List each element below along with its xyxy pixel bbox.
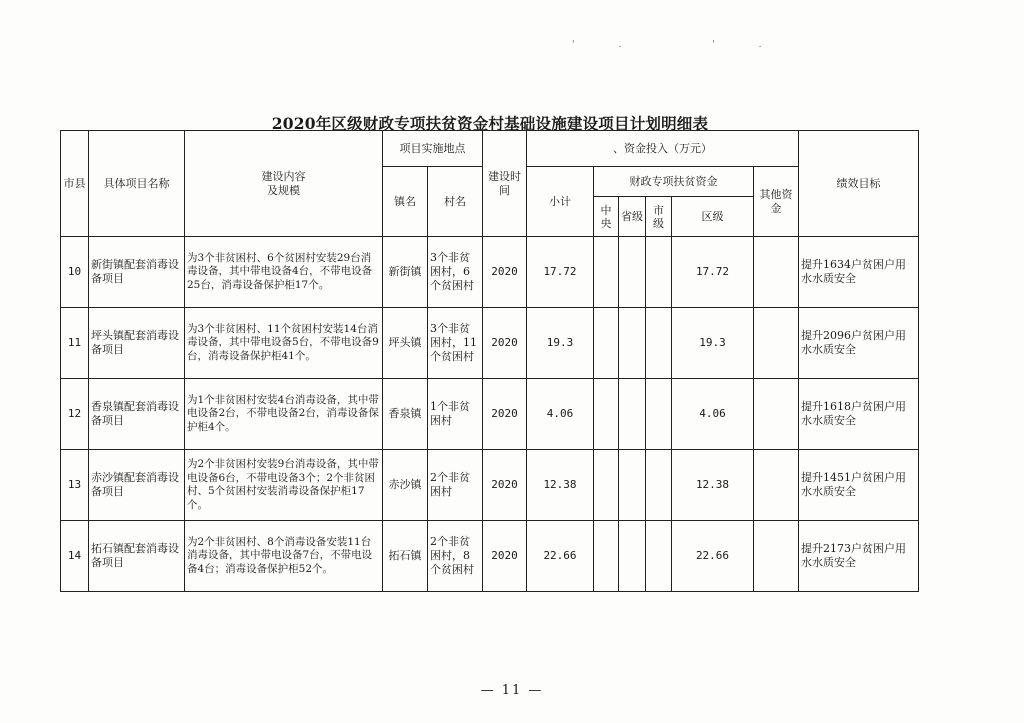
row-year: 2020 [483,379,527,450]
row-municipal [646,521,672,592]
header-district: 区级 [672,197,754,237]
row-central [594,237,619,308]
row-town: 新街镇 [383,237,428,308]
row-provincial [619,379,646,450]
header-funding-group: 、资金投入（万元） [527,131,799,167]
row-district: 19.3 [672,308,754,379]
table-title: 2020年区级财政专项扶贫资金村基础设施建设项目计划明细表 [271,114,709,133]
row-central [594,521,619,592]
row-subtotal: 17.72 [527,237,594,308]
header-project-name: 具体项目名称 [89,131,185,237]
row-town: 坪头镇 [383,308,428,379]
row-number: 13 [61,450,89,521]
row-provincial [619,450,646,521]
header-row-1 [61,131,919,167]
row-district: 17.72 [672,237,754,308]
header-subtotal: 小计 [527,167,594,237]
row-town: 香泉镇 [383,379,428,450]
row-subtotal: 12.38 [527,450,594,521]
row-content: 为2个非贫困村安装9台消毒设备，其中带电设备6台，不带电设备3个；2个非贫困村、5个贫困村安装消毒设备保护柜17个。 [185,450,383,521]
row-district: 12.38 [672,450,754,521]
row-district: 22.66 [672,521,754,592]
row-number: 10 [61,237,89,308]
table-row [61,450,919,521]
row-goal: 提升1618户贫困户用水水质安全 [799,379,919,450]
row-other [754,450,799,521]
page-number: — 11 — [480,683,544,698]
row-content: 为2个非贫困村、8个消毒设备安装11台消毒设备，其中带电设备7台，不带电设备4台；消毒设备保护柜52个。 [185,521,383,592]
header-content-line1: 建设内容 [261,169,306,183]
header-central: 中央 [594,197,619,237]
header-municipal: 市级 [646,197,672,237]
row-project-name: 拓石镇配套消毒设备项目 [89,521,185,592]
row-content: 为3个非贫困村、6个贫困村安装29台消毒设备，其中带电设备4台，不带电设备25台，消毒设备保护柜17个。 [185,237,383,308]
row-district: 4.06 [672,379,754,450]
row-year: 2020 [483,521,527,592]
row-provincial [619,237,646,308]
row-goal: 提升1451户贫困户用水水质安全 [799,450,919,521]
scan-specks: '. '. [572,40,806,50]
row-goal: 提升2173户贫困户用水水质安全 [799,521,919,592]
row-subtotal: 4.06 [527,379,594,450]
header-county: 市县 [61,131,89,237]
header-village: 村名 [428,167,483,237]
table-row [61,379,919,450]
header-content-line2: 及规模 [267,183,300,197]
row-town: 赤沙镇 [383,450,428,521]
header-location-group: 项目实施地点 [383,131,483,167]
row-project-name: 香泉镇配套消毒设备项目 [89,379,185,450]
row-village: 2个非贫困村 [428,450,483,521]
row-village: 3个非贫困村，6个贫困村 [428,237,483,308]
row-municipal [646,308,672,379]
row-municipal [646,237,672,308]
row-project-name: 新街镇配套消毒设备项目 [89,237,185,308]
row-central [594,450,619,521]
header-special-fund: 财政专项扶贫资金 [594,167,754,197]
table-row [61,308,919,379]
row-project-name: 赤沙镇配套消毒设备项目 [89,450,185,521]
row-other [754,379,799,450]
header-provincial: 省级 [619,197,646,237]
row-municipal [646,379,672,450]
row-municipal [646,450,672,521]
row-village: 3个非贫困村，11个贫困村 [428,308,483,379]
row-goal: 提升2096户贫困户用水水质安全 [799,308,919,379]
row-village: 1个非贫困村 [428,379,483,450]
row-number: 12 [61,379,89,450]
row-provincial [619,308,646,379]
row-town: 拓石镇 [383,521,428,592]
header-other: 其他资金 [754,167,799,237]
row-goal: 提升1634户贫困户用水水质安全 [799,237,919,308]
project-plan-table [60,130,919,592]
row-number: 14 [61,521,89,592]
row-content: 为1个非贫困村安装4台消毒设备，其中带电设备2台，不带电设备2台，消毒设备保护柜4个。 [185,379,383,450]
row-other [754,521,799,592]
table-row [61,521,919,592]
header-town: 镇名 [383,167,428,237]
row-other [754,308,799,379]
row-central [594,308,619,379]
row-year: 2020 [483,237,527,308]
row-other [754,237,799,308]
row-year: 2020 [483,308,527,379]
header-goal: 绩效目标 [799,131,919,237]
header-time: 建设时间 [483,131,527,237]
row-central [594,379,619,450]
row-provincial [619,521,646,592]
row-year: 2020 [483,450,527,521]
row-content: 为3个非贫困村、11个贫困村安装14台消毒设备，其中带电设备5台，不带电设备9台，消毒设备保护柜41个。 [185,308,383,379]
row-subtotal: 19.3 [527,308,594,379]
row-subtotal: 22.66 [527,521,594,592]
row-village: 2个非贫困村，8个贫困村 [428,521,483,592]
header-content [185,131,383,237]
row-project-name: 坪头镇配套消毒设备项目 [89,308,185,379]
table-row [61,237,919,308]
row-number: 11 [61,308,89,379]
